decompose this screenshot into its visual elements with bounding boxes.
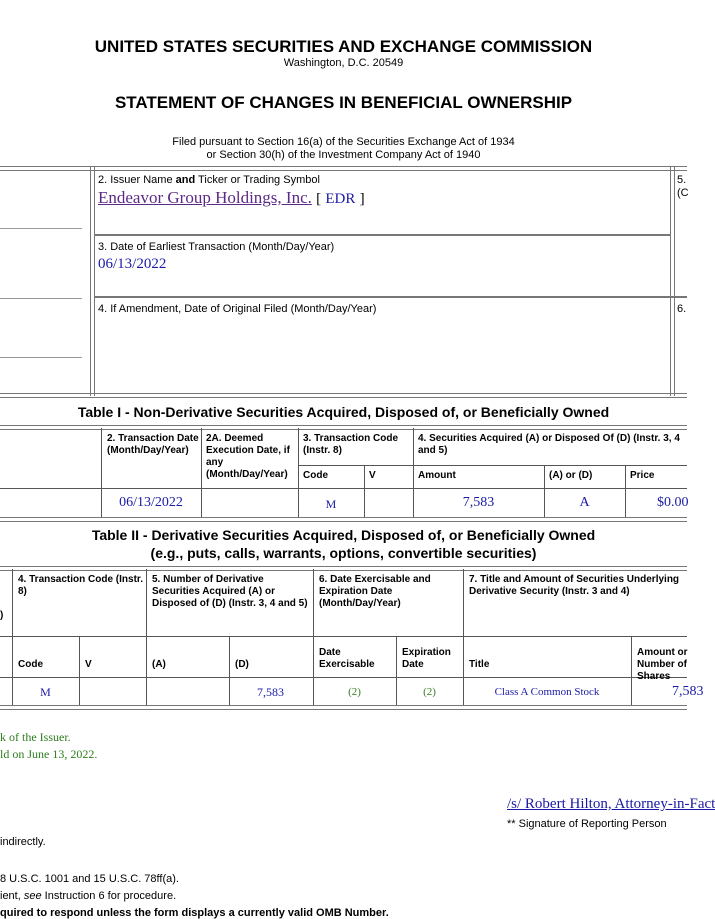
t1-row-amount: 7,583 bbox=[462, 495, 495, 510]
footnote-1: k of the Issuer. bbox=[0, 730, 71, 744]
t2-row-expiration-date: (2) bbox=[423, 686, 436, 698]
box4-label: 4. If Amendment, Date of Original Filed (Month/Day/Year) bbox=[98, 303, 377, 315]
t2-row-d: 7,583 bbox=[257, 685, 284, 699]
earliest-transaction-date: 06/13/2022 bbox=[98, 256, 167, 272]
issuer-name-link[interactable]: Endeavor Group Holdings, Inc. bbox=[98, 188, 312, 207]
t1-header-deemed-date: 2A. Deemed Execution Date, if any (Month/Day/Year) bbox=[206, 433, 290, 480]
t1-header-transaction-date: 2. Transaction Date (Month/Day/Year) bbox=[107, 433, 199, 456]
remark-1: indirectly. bbox=[0, 836, 46, 848]
t1-row-price: $0.00 bbox=[657, 495, 689, 510]
t2-col-div-7 bbox=[631, 636, 632, 705]
t2-col-div-6 bbox=[463, 569, 464, 705]
t1-header-transaction-code: 3. Transaction Code (Instr. 8) bbox=[303, 433, 399, 456]
ticker-link[interactable]: EDR bbox=[325, 191, 356, 207]
left-line-3 bbox=[0, 357, 82, 358]
t2-header-amount-shares: Amount or Number of Shares bbox=[637, 647, 688, 682]
box-right-divider bbox=[670, 166, 675, 396]
t1-col-div-4 bbox=[364, 465, 365, 517]
footnote-2: ld on June 13, 2022. bbox=[0, 747, 98, 761]
ticker-bracket-close: ] bbox=[359, 191, 365, 207]
t2-header-left-partial: ) bbox=[0, 610, 4, 621]
t1-header-code: Code bbox=[303, 470, 328, 481]
remark-4: quired to respond unless the form displays a currently valid OMB Number. bbox=[0, 907, 389, 919]
t1-header-price: Price bbox=[630, 470, 655, 481]
t1-row-a-or-d: A bbox=[579, 495, 590, 510]
t2-row-title: Class A Common Stock bbox=[494, 686, 600, 698]
issuer-line bbox=[98, 188, 365, 208]
agency-location: Washington, D.C. 20549 bbox=[283, 57, 404, 69]
t1-row-code: M bbox=[325, 497, 337, 511]
table2-top-border bbox=[0, 566, 687, 571]
t2-header-date-exercisable: 6. Date Exercisable and Expiration Date (Month/Day/Year) bbox=[319, 574, 431, 609]
t2-header-a: (A) bbox=[152, 659, 166, 670]
table1-header-bottom bbox=[0, 488, 687, 489]
t1-row-date: 06/13/2022 bbox=[119, 495, 183, 510]
signature-name[interactable] bbox=[507, 796, 715, 813]
t2-header-d: (D) bbox=[235, 659, 249, 670]
t2-row-code: M bbox=[40, 685, 51, 699]
box3-bottom bbox=[94, 296, 687, 298]
box3-label: 3. Date of Earliest Transaction (Month/Day/Year) bbox=[98, 241, 335, 253]
t2-col-div-4 bbox=[313, 569, 314, 705]
t1-col-div-2 bbox=[201, 428, 202, 517]
filed-line-2: or Section 30(h) of the Investment Company Act of 1940 bbox=[206, 149, 481, 161]
remark-2: 8 U.S.C. 1001 and 15 U.S.C. 78ff(a). bbox=[0, 873, 179, 885]
table2-bottom-border bbox=[0, 705, 687, 710]
t2-row-amount: 7,583 bbox=[672, 684, 704, 699]
agency-title: UNITED STATES SECURITIES AND EXCHANGE COMMISSION bbox=[94, 37, 593, 56]
t2-header-title: Title bbox=[469, 659, 490, 670]
t1-header-securities: 4. Securities Acquired (A) or Disposed Of (D) (Instr. 3, 4 and 5) bbox=[418, 433, 680, 456]
top-border bbox=[0, 166, 687, 171]
t2-header-number-derivative: 5. Number of Derivative Securities Acquired (A) or Disposed of (D) (Instr. 3, 4 and 5) bbox=[152, 574, 308, 609]
box5-label-partial-2: (C bbox=[677, 187, 689, 199]
t1-header-amount: Amount bbox=[418, 470, 456, 481]
t2-header-exp-date: Expiration Date bbox=[402, 647, 451, 670]
top-box-bottom bbox=[0, 393, 687, 398]
table2-subheader-line bbox=[0, 636, 687, 637]
t2-header-code: Code bbox=[18, 659, 43, 670]
filed-line-1: Filed pursuant to Section 16(a) of the Securities Exchange Act of 1934 bbox=[172, 136, 515, 148]
table1-title: Table I - Non-Derivative Securities Acquired, Disposed of, or Beneficially Owned bbox=[77, 404, 610, 420]
box2-label: 2. Issuer Name and Ticker or Trading Symbol bbox=[98, 174, 320, 186]
ticker-bracket-open: [ bbox=[316, 191, 322, 207]
table2-title-2: (e.g., puts, calls, warrants, options, convertible securities) bbox=[150, 545, 537, 561]
signature-link[interactable]: /s/ Robert Hilton, Attorney-in-Fact bbox=[507, 796, 715, 812]
table2-header-bottom bbox=[0, 677, 687, 678]
signature-label: ** Signature of Reporting Person bbox=[507, 818, 667, 830]
t2-col-div-2 bbox=[146, 569, 147, 705]
left-line-1 bbox=[0, 228, 82, 229]
box2-bottom bbox=[94, 234, 670, 236]
table1-subheader-line bbox=[298, 465, 687, 466]
table1-top-border bbox=[0, 425, 687, 430]
remark-3: ient, see Instruction 6 for procedure. bbox=[0, 890, 177, 902]
box6-label-partial: 6. bbox=[677, 303, 687, 315]
t1-col-div-7 bbox=[625, 465, 626, 517]
left-line-2 bbox=[0, 298, 82, 299]
t2-header-date-ex: Date Exercisable bbox=[319, 647, 375, 670]
t2-header-title-amount: 7. Title and Amount of Securities Underlying Derivative Security (Instr. 3 and 4) bbox=[469, 574, 680, 597]
t2-row-date-exercisable: (2) bbox=[348, 686, 361, 698]
t2-col-div-1 bbox=[79, 636, 80, 705]
box-left-divider bbox=[90, 166, 95, 396]
table1-bottom-border bbox=[0, 517, 687, 522]
box5-label-partial: 5. bbox=[677, 174, 687, 186]
t2-header-transaction-code: 4. Transaction Code (Instr. 8) bbox=[18, 574, 144, 597]
t2-header-v: V bbox=[85, 659, 92, 670]
form-title: STATEMENT OF CHANGES IN BENEFICIAL OWNERSHIP bbox=[114, 93, 573, 112]
table2-title-1: Table II - Derivative Securities Acquired, Disposed of, or Beneficially Owned bbox=[91, 527, 596, 543]
t1-header-v: V bbox=[369, 470, 376, 481]
t1-header-a-or-d: (A) or (D) bbox=[549, 470, 593, 481]
